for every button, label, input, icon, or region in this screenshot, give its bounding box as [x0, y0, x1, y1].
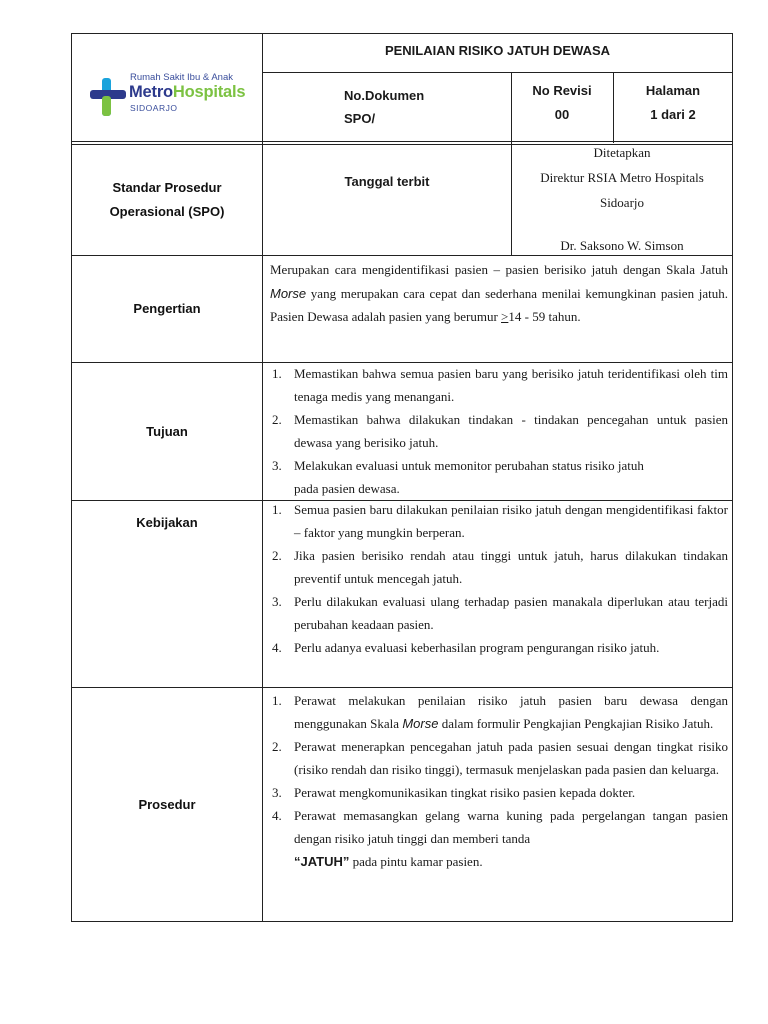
spo-label: Standar Prosedur Operasional (SPO): [109, 180, 225, 219]
issued-date-label: Tanggal terbit: [344, 174, 430, 189]
list-item: 1. Perawat melakukan penilaian risiko jatuh pasien baru dewasa dengan menggunakan Skala Morse dalam formulir Pengkajian Pengkajian Risiko Jatuh.: [272, 693, 728, 731]
list-item: 1. Semua pasien baru dilakukan penilaian risiko jatuh dengan mengidentifikasi faktor – faktor yang mungkin berperan.: [272, 502, 728, 540]
list-item: 3. Perlu dilakukan evaluasi ulang terhadap pasien manakala diperlukan atau terjadi perubahan keadaan pasien.: [272, 594, 728, 632]
list-item: 2. Memastikan bahwa dilakukan tindakan - tindakan pencegahan untuk pasien dewasa yang berisiko jatuh.: [272, 412, 728, 450]
list-item: 3. Melakukan evaluasi untuk memonitor perubahan status risiko jatuh pada pasien dewasa.: [272, 458, 644, 496]
set-by-label: Ditetapkan: [593, 145, 651, 160]
pengertian-text-2: yang merupakan cara cepat dan sederhana menilai kemungkinan pasien jatuh. Pasien Dewasa adalah pasien yang berumur: [270, 285, 728, 324]
spo-document: [71, 33, 733, 922]
logo-subtitle: Rumah Sakit Ibu & Anak: [130, 72, 233, 83]
grid-hline-header-end: [72, 141, 732, 142]
pengertian-label: Pengertian: [133, 301, 201, 316]
doc-number-label: No.Dokumen: [344, 88, 425, 103]
logo-brand-hospitals: Hospitals: [172, 83, 246, 101]
grid-hline-title: [262, 72, 732, 73]
doc-number-value: SPO/: [344, 111, 376, 126]
document-title: PENILAIAN RISIKO JATUH DEWASA: [384, 43, 611, 58]
pengertian-text: [270, 258, 728, 329]
list-item: 3. Perawat mengkomunikasikan tingkat risiko pasien kepada dokter.: [272, 785, 636, 800]
tujuan-list: [270, 362, 728, 500]
list-item: 4. Perlu adanya evaluasi keberhasilan program pengurangan risiko jatuh.: [272, 640, 660, 655]
logo-brand-metro: Metro: [129, 83, 173, 101]
grid-vline-main: [262, 34, 263, 921]
pengertian-morse: Morse: [270, 285, 307, 301]
director-city: Sidoarjo: [599, 195, 645, 210]
revision-label: No Revisi: [532, 83, 592, 98]
hospital-logo: [88, 70, 263, 120]
logo-brand: [129, 83, 245, 102]
logo-city: SIDOARJO: [130, 103, 178, 113]
list-item: 2. Perawat menerapkan pencegahan jatuh pada pasien sesuai dengan tingkat risiko (risiko rendah dan risiko tinggi), termasuk menjelaskan pada pasien dan keluarga.: [272, 739, 728, 777]
director-title: Direktur RSIA Metro Hospitals: [540, 170, 704, 185]
tujuan-label: Tujuan: [146, 423, 188, 439]
pengertian-text-1: Merupakan cara mengidentifikasi pasien – pasien berisiko jatuh dengan Skala Jatuh: [270, 262, 728, 277]
prosedur-list: [270, 689, 728, 873]
signatory-name: Dr. Saksono W. Simson: [560, 238, 684, 253]
kebijakan-list: [270, 498, 728, 659]
list-item: 2. Jika pasien berisiko rendah atau tinggi untuk jatuh, harus dilakukan tindakan preventif untuk mencegah jatuh.: [272, 548, 728, 586]
pengertian-gt: >: [501, 309, 509, 324]
list-item: 1. Memastikan bahwa semua pasien baru yang berisiko jatuh teridentifikasi oleh tim tenaga medis yang menangani.: [272, 366, 728, 404]
grid-vline-revision: [511, 72, 512, 255]
pengertian-text-3: 14 - 59 tahun.: [508, 309, 581, 324]
kebijakan-label: Kebijakan: [136, 515, 198, 530]
page-value: 1 dari 2: [650, 107, 696, 122]
prosedur-label: Prosedur: [138, 796, 196, 812]
page-label: Halaman: [645, 83, 701, 98]
cross-logo-icon: [88, 76, 128, 118]
list-item: 4. Perawat memasangkan gelang warna kuning pada pergelangan tangan pasien dengan risiko jatuh tinggi dan memberi tanda “JATUH” pada pintu kamar pasien.: [272, 808, 728, 869]
revision-value: 00: [554, 107, 570, 122]
